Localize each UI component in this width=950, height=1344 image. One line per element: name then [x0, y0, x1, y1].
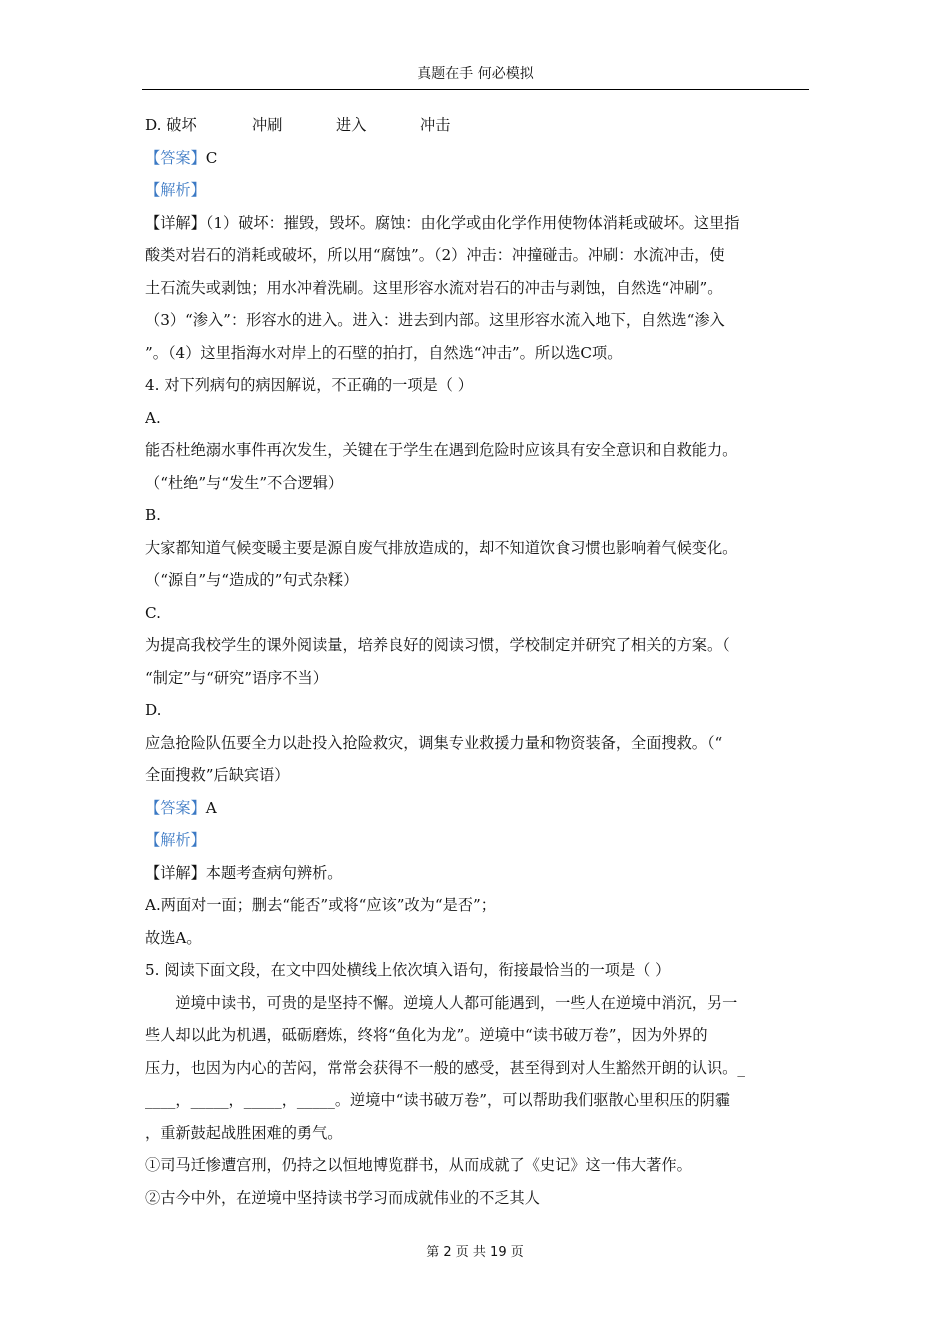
q4-stem: 4. 对下列病句的病因解说，不正确的一项是（ ） — [145, 376, 473, 394]
q4-option-d-note: 全面搜救”后缺宾语） — [145, 766, 290, 784]
q3-answer — [145, 142, 809, 175]
q4-option-b-text: 大家都知道气候变暖主要是源自废气排放造成的，却不知道饮食习惯也影响着气候变化。 — [145, 538, 738, 557]
q5-passage-line: 压力，也因为内心的苦闷，常常会获得不一般的感受，甚至得到对人生豁然开朗的认识。_ — [145, 1058, 745, 1077]
q3-detail-line: （3）“渗入”：形容水的进入。进入：进去到内部。这里形容水流入地下，自然选“渗入 — [145, 311, 725, 329]
answer-tag: 【答案】 — [145, 148, 206, 167]
q4-analysis — [145, 824, 809, 857]
q3-option-d-word3: 进入 — [336, 116, 367, 134]
q3-analysis — [145, 174, 809, 207]
q4-option-a-label: A. — [145, 408, 161, 427]
analysis-tag: 【解析】 — [145, 831, 206, 849]
q3-detail-line: 酸类对岩石的消耗或破坏，所以用“腐蚀”。（2）冲击：冲撞碰击。冲刷：水流冲击，使 — [145, 246, 725, 264]
q4-answer — [145, 792, 809, 825]
q5-passage-line: 些人却以此为机遇，砥砺磨炼，终将“鱼化为龙”。逆境中“读书破万卷”，因为外界的 — [145, 1026, 708, 1044]
q4-option-c-text: 为提高我校学生的课外阅读量，培养良好的阅读习惯，学校制定并研究了相关的方案。（ — [145, 636, 730, 654]
q4-option-a-text: 能否杜绝溺水事件再次发生，关键在于学生在遇到危险时应该具有安全意识和自救能力。 — [145, 441, 738, 459]
page-header — [142, 62, 809, 90]
q5-item: ①司马迁惨遭宫刑，仍持之以恒地博览群书，从而成就了《史记》这一伟大著作。 — [145, 1156, 692, 1174]
q3-option-d-word1: D. 破坏 — [145, 116, 197, 134]
q5-stem: 5. 阅读下面文段，在文中四处横线上依次填入语句，衔接最恰当的一项是（ ） — [145, 961, 671, 979]
q4-option-a-note: （“杜绝”与“发生”不合逻辑） — [145, 473, 344, 492]
answer-tag: 【答案】 — [145, 798, 206, 817]
header-title: 真题在手 何必模拟 — [417, 66, 534, 82]
q4-option-b-label: B. — [145, 506, 161, 524]
q4-detail-line: A.两面对一面；删去“能否”或将“应该”改为“是否”； — [145, 896, 496, 914]
q3-option-d-word4: 冲击 — [420, 116, 451, 134]
q3-option-d-word2: 冲刷 — [252, 116, 283, 134]
q3-detail-line: ”。（4）这里指海水对岸上的石壁的拍打，自然选“冲击”。所以选C项。 — [145, 343, 623, 362]
q3-detail-line: 土石流失或剥蚀；用水冲着洗刷。这里形容水流对岩石的冲击与剥蚀，自然选“冲刷”。 — [145, 278, 723, 297]
q5-passage-line: 逆境中读书，可贵的是坚持不懈。逆境人人都可能遇到，一些人在逆境中消沉，另一 — [175, 993, 738, 1012]
q5-passage-line: ____，_____，_____，_____。逆境中“读书破万卷”，可以帮助我们驱散心里积压的阴霾 — [145, 1091, 731, 1109]
q5-passage-line: ，重新鼓起战胜困难的勇气。 — [145, 1123, 343, 1142]
q4-detail-line: 故选A。 — [145, 928, 202, 947]
document-body — [145, 109, 809, 1214]
page-number: 第 2 页 共 19 页 — [426, 1245, 524, 1260]
answer-value: C — [205, 148, 218, 167]
q4-option-c-label: C. — [145, 603, 161, 622]
q3-detail-line: 【详解】（1）破坏：摧毁，毁坏。腐蚀：由化学或由化学作用使物体消耗或破坏。这里指 — [145, 213, 740, 232]
q4-detail-line: 【详解】本题考查病句辨析。 — [145, 863, 343, 882]
page-footer — [0, 1243, 950, 1263]
q4-option-b-note: （“源自”与“造成的”句式杂糅） — [145, 571, 359, 589]
analysis-tag: 【解析】 — [145, 181, 206, 199]
q4-option-d-text: 应急抢险队伍要全力以赴投入抢险救灾，调集专业救援力量和物资装备，全面搜救。（“ — [145, 733, 723, 752]
q5-item: ②古今中外，在逆境中坚持读书学习而成就伟业的不乏其人 — [145, 1188, 540, 1207]
q3-option-d — [145, 109, 809, 142]
q4-option-d-label: D. — [145, 701, 162, 719]
answer-value: A — [205, 798, 217, 817]
q4-option-c-note: “制定”与“研究”语序不当） — [145, 668, 328, 687]
